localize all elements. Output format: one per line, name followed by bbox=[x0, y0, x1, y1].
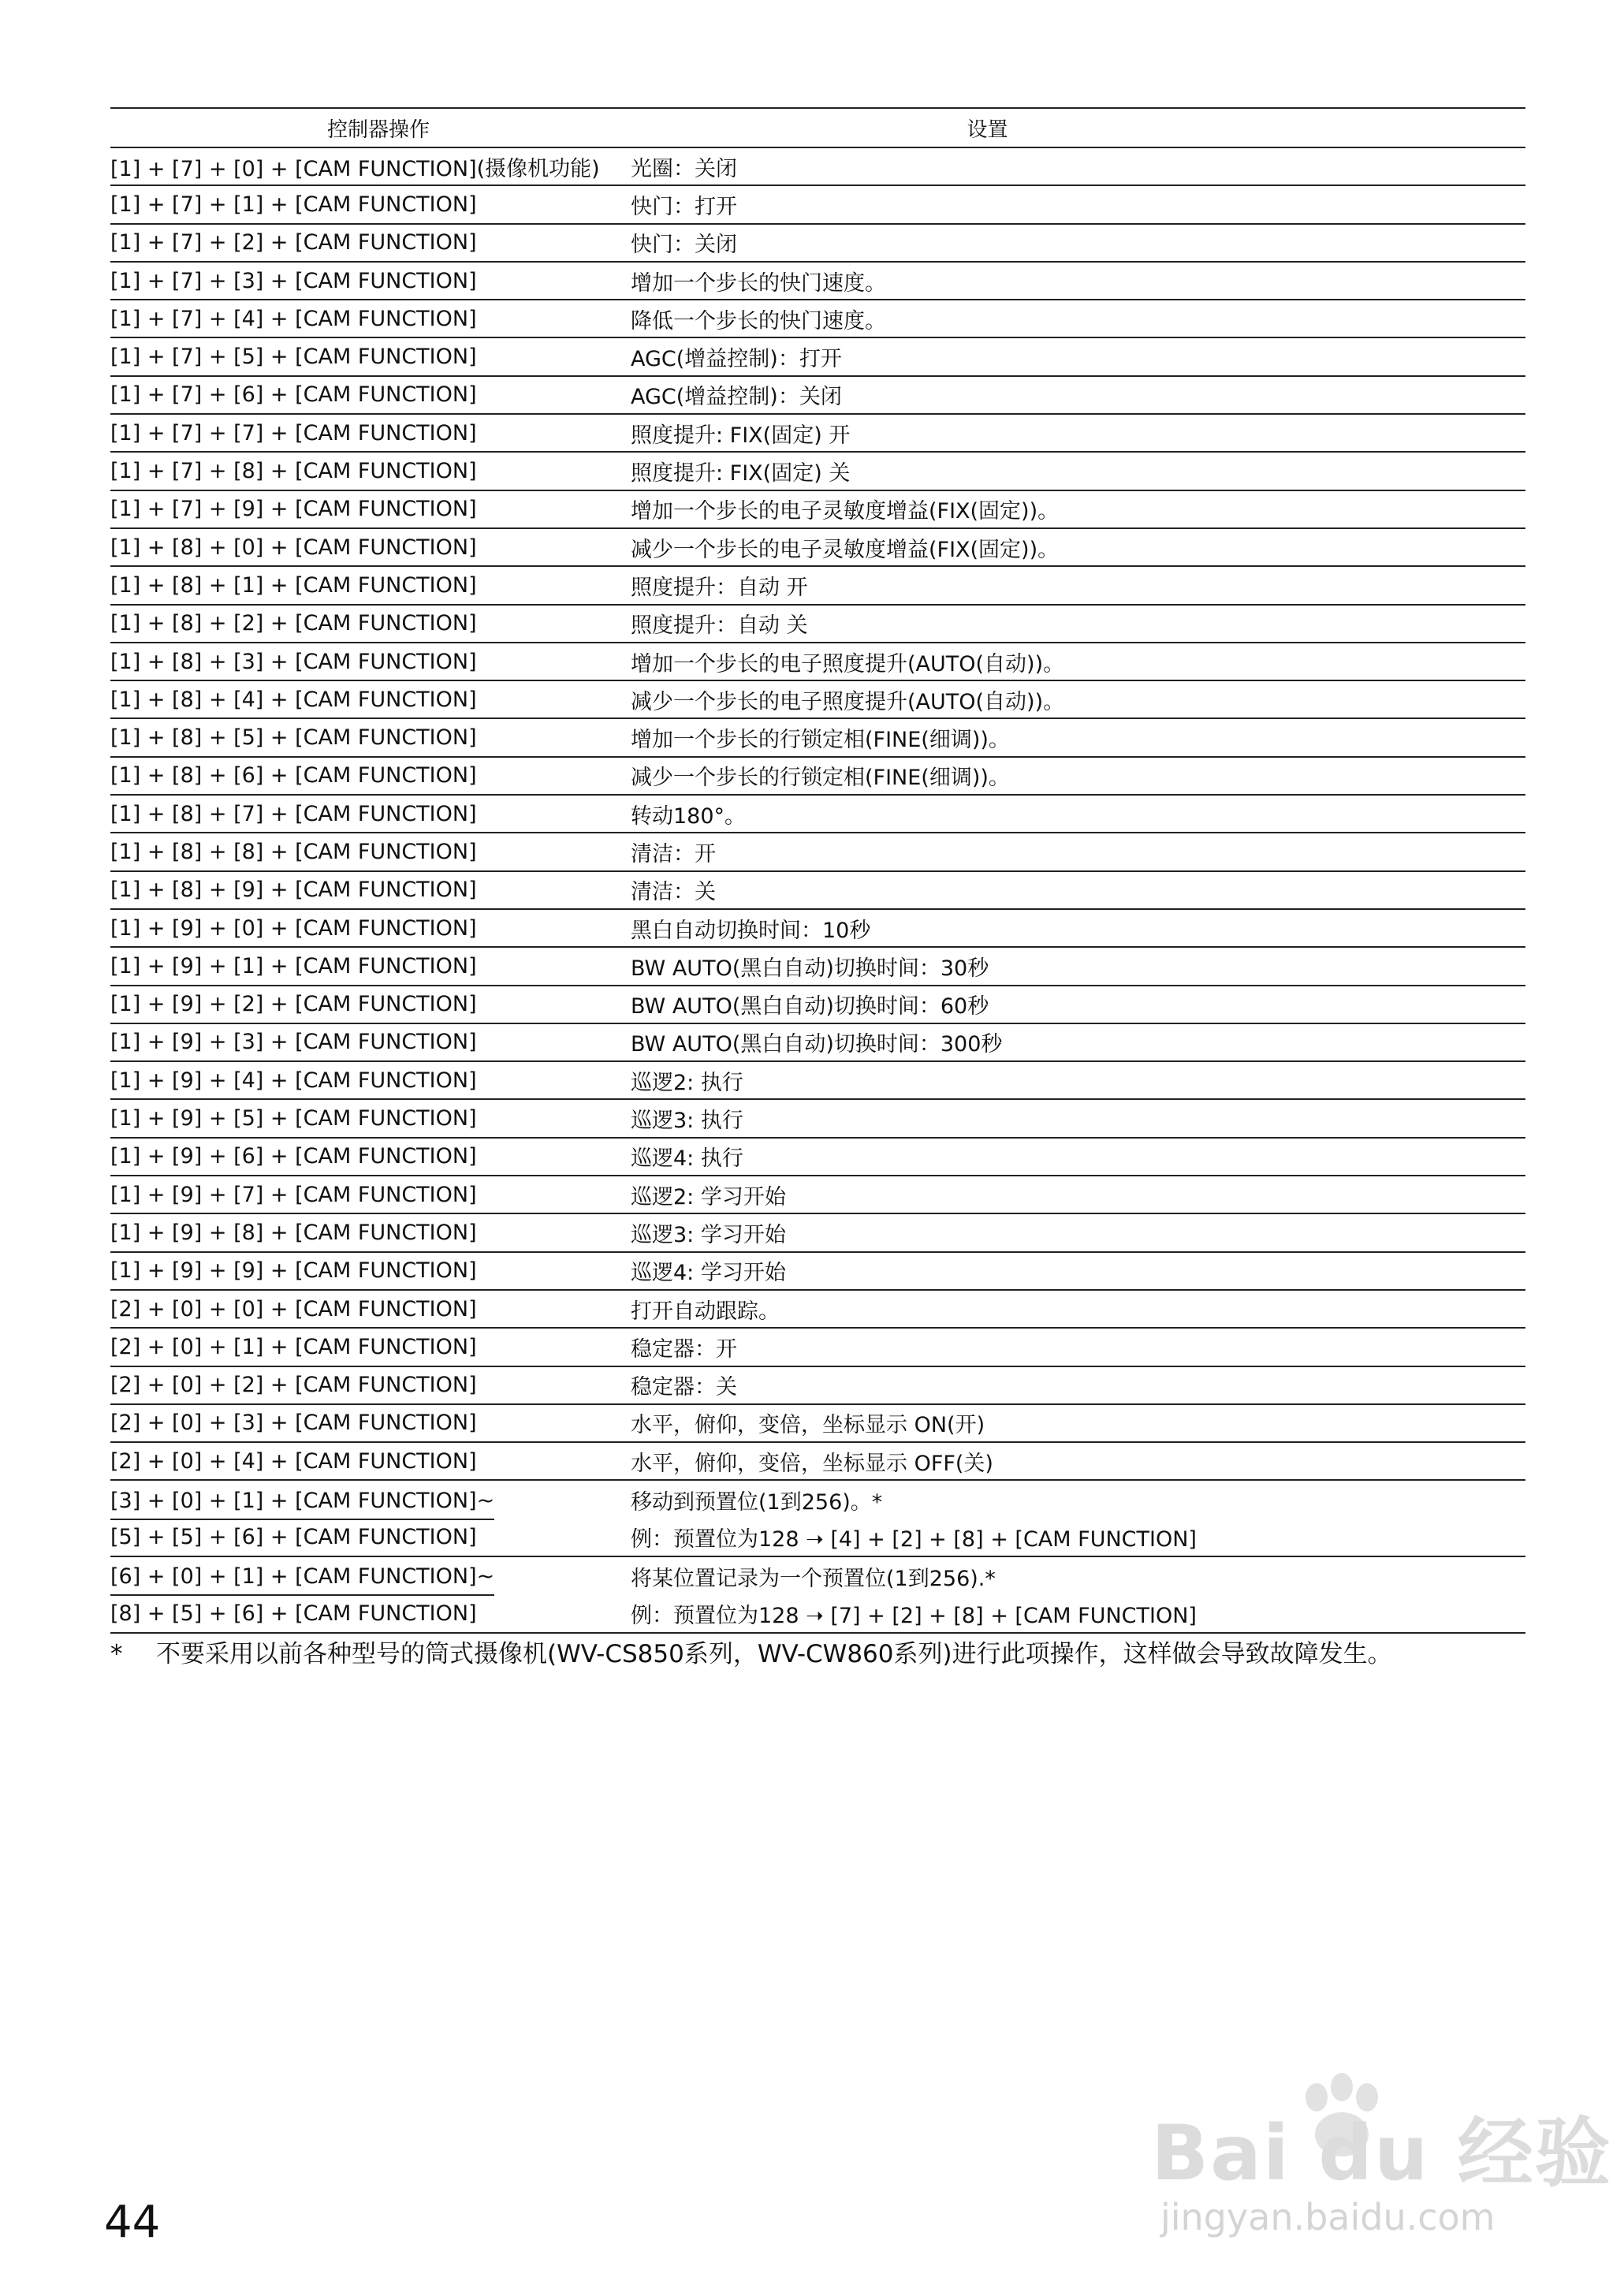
controller-operation-cell: [2] + [0] + [4] + [CAM FUNCTION] bbox=[110, 1448, 477, 1474]
footnote bbox=[110, 1634, 1392, 1669]
table-row bbox=[110, 1291, 1525, 1329]
setting-cell: 快门：关闭 bbox=[631, 233, 737, 258]
setting-cell: 稳定器：关 bbox=[631, 1375, 737, 1400]
setting-cell: 巡逻3: 执行 bbox=[631, 1109, 743, 1134]
table-row bbox=[110, 1139, 1525, 1176]
controller-operation-cell: [1] + [8] + [0] + [CAM FUNCTION] bbox=[110, 535, 477, 560]
setting-cell: 减少一个步长的行锁定相(FINE(细调))。 bbox=[631, 766, 1010, 791]
controller-operation-cell: [1] + [8] + [7] + [CAM FUNCTION] bbox=[110, 801, 477, 826]
operation-range-text: [8] + [5] + [6] + [CAM FUNCTION] bbox=[110, 1601, 477, 1626]
controller-operation-cell bbox=[110, 1595, 631, 1631]
controller-operation-cell: [1] + [9] + [6] + [CAM FUNCTION] bbox=[110, 1144, 477, 1169]
setting-cell: 增加一个步长的电子照度提升(AUTO(自动))。 bbox=[631, 651, 1065, 676]
setting-cell: 例：预置位为128 ➝ [4] + [2] + [8] + [CAM FUNCTION] bbox=[631, 1527, 1197, 1552]
table-body bbox=[110, 148, 1525, 1634]
setting-cell: 照度提升: FIX(固定) 开 bbox=[631, 423, 851, 448]
controller-operation-cell: [1] + [7] + [4] + [CAM FUNCTION] bbox=[110, 306, 477, 331]
controller-operation-cell: [1] + [9] + [1] + [CAM FUNCTION] bbox=[110, 953, 477, 978]
command-table bbox=[110, 107, 1525, 1634]
watermark-url: jingyan.baidu.com bbox=[1160, 2196, 1495, 2238]
table-row bbox=[110, 529, 1525, 567]
table-row bbox=[110, 681, 1525, 719]
setting-cell: 增加一个步长的快门速度。 bbox=[631, 270, 886, 296]
table-row bbox=[110, 1481, 1525, 1519]
controller-operation-cell bbox=[110, 1557, 631, 1595]
table-row bbox=[110, 1367, 1525, 1405]
setting-cell: 巡逻4: 执行 bbox=[631, 1146, 743, 1172]
table-row bbox=[110, 1443, 1525, 1481]
controller-operation-cell: [1] + [8] + [8] + [CAM FUNCTION] bbox=[110, 839, 477, 864]
controller-operation-cell: [1] + [9] + [8] + [CAM FUNCTION] bbox=[110, 1220, 477, 1245]
setting-cell: 转动180°。 bbox=[631, 803, 747, 829]
table-row bbox=[110, 1062, 1525, 1100]
setting-cell: 巡逻3: 学习开始 bbox=[631, 1222, 786, 1247]
controller-operation-cell: [1] + [7] + [8] + [CAM FUNCTION] bbox=[110, 459, 477, 484]
page-number: 44 bbox=[104, 2197, 161, 2248]
setting-cell: 照度提升：自动 开 bbox=[631, 575, 808, 600]
setting-cell: 光圈：关闭 bbox=[631, 156, 737, 181]
controller-operation-cell: [1] + [7] + [5] + [CAM FUNCTION] bbox=[110, 345, 477, 370]
baidu-jingyan-watermark bbox=[1151, 2070, 1612, 2251]
table-row bbox=[110, 643, 1525, 681]
table-row bbox=[110, 148, 1525, 186]
table-row bbox=[110, 1176, 1525, 1214]
setting-cell: 快门：打开 bbox=[631, 194, 737, 219]
setting-cell: 巡逻4: 学习开始 bbox=[631, 1261, 786, 1286]
setting-cell: AGC(增益控制)：关闭 bbox=[631, 385, 842, 410]
setting-cell: 增加一个步长的电子灵敏度增益(FIX(固定))。 bbox=[631, 499, 1060, 524]
controller-operation-cell: [1] + [8] + [1] + [CAM FUNCTION] bbox=[110, 572, 477, 598]
header-setting: 设置 bbox=[967, 117, 1008, 142]
table-row bbox=[110, 872, 1525, 910]
controller-operation-cell: [1] + [7] + [1] + [CAM FUNCTION] bbox=[110, 192, 477, 217]
controller-operation-cell: [1] + [9] + [3] + [CAM FUNCTION] bbox=[110, 1030, 477, 1055]
setting-cell: 水平，俯仰，变倍，坐标显示 OFF(关) bbox=[631, 1451, 993, 1476]
setting-cell: AGC(增益控制)：打开 bbox=[631, 347, 842, 372]
header-controller-operation: 控制器操作 bbox=[326, 117, 430, 142]
controller-operation-cell: [1] + [7] + [0] + [CAM FUNCTION](摄像机功能) bbox=[110, 156, 600, 181]
table-row bbox=[110, 491, 1525, 529]
table-row bbox=[110, 758, 1525, 796]
controller-operation-cell: [1] + [9] + [0] + [CAM FUNCTION] bbox=[110, 915, 477, 941]
table-row bbox=[110, 948, 1525, 986]
watermark-logo-text: Bai du 经验 bbox=[1151, 2109, 1612, 2197]
table-row bbox=[110, 377, 1525, 415]
setting-cell: 清洁：开 bbox=[631, 841, 716, 867]
controller-operation-cell: [1] + [8] + [6] + [CAM FUNCTION] bbox=[110, 763, 477, 788]
table-row bbox=[110, 1557, 1525, 1595]
setting-cell: BW AUTO(黑白自动)切换时间：30秒 bbox=[631, 956, 989, 981]
table-row bbox=[110, 606, 1525, 643]
controller-operation-cell: [1] + [7] + [3] + [CAM FUNCTION] bbox=[110, 268, 477, 293]
table-row bbox=[110, 338, 1525, 376]
controller-operation-cell: [1] + [7] + [2] + [CAM FUNCTION] bbox=[110, 230, 477, 255]
controller-operation-cell bbox=[110, 1519, 631, 1556]
setting-cell: 移动到预置位(1到256)。* bbox=[631, 1490, 883, 1515]
controller-operation-cell: [1] + [7] + [9] + [CAM FUNCTION] bbox=[110, 497, 477, 522]
controller-operation-cell: [1] + [8] + [5] + [CAM FUNCTION] bbox=[110, 725, 477, 751]
setting-cell: 照度提升：自动 关 bbox=[631, 613, 808, 639]
table-row bbox=[110, 1214, 1525, 1252]
controller-operation-cell: [1] + [7] + [6] + [CAM FUNCTION] bbox=[110, 382, 477, 408]
table-row bbox=[110, 719, 1525, 757]
table-header bbox=[110, 109, 1525, 148]
table-row bbox=[110, 1595, 1525, 1633]
table-row bbox=[110, 796, 1525, 833]
setting-cell: 照度提升: FIX(固定) 关 bbox=[631, 461, 851, 486]
setting-cell: 例：预置位为128 ➝ [7] + [2] + [8] + [CAM FUNCTION] bbox=[631, 1603, 1197, 1628]
controller-operation-cell: [2] + [0] + [0] + [CAM FUNCTION] bbox=[110, 1296, 477, 1321]
setting-cell: 水平，俯仰，变倍，坐标显示 ON(开) bbox=[631, 1413, 985, 1438]
controller-operation-cell: [1] + [9] + [9] + [CAM FUNCTION] bbox=[110, 1258, 477, 1284]
controller-operation-cell: [1] + [9] + [5] + [CAM FUNCTION] bbox=[110, 1106, 477, 1131]
controller-operation-cell: [1] + [9] + [4] + [CAM FUNCTION] bbox=[110, 1068, 477, 1093]
table-row bbox=[110, 986, 1525, 1024]
controller-operation-cell bbox=[110, 1481, 631, 1519]
footnote-marker: * bbox=[110, 1640, 123, 1668]
setting-cell: 减少一个步长的电子照度提升(AUTO(自动))。 bbox=[631, 689, 1065, 714]
table-row bbox=[110, 1329, 1525, 1366]
table-row bbox=[110, 1405, 1525, 1443]
setting-cell: 增加一个步长的行锁定相(FINE(细调))。 bbox=[631, 728, 1010, 753]
operation-range-text: [3] + [0] + [1] + [CAM FUNCTION]~ bbox=[110, 1484, 494, 1520]
table-row bbox=[110, 186, 1525, 224]
operation-range-text: [5] + [5] + [6] + [CAM FUNCTION] bbox=[110, 1525, 477, 1550]
table-row bbox=[110, 910, 1525, 948]
controller-operation-cell: [1] + [8] + [2] + [CAM FUNCTION] bbox=[110, 611, 477, 636]
table-row bbox=[110, 225, 1525, 263]
controller-operation-cell: [1] + [8] + [9] + [CAM FUNCTION] bbox=[110, 878, 477, 903]
setting-cell: 巡逻2: 执行 bbox=[631, 1070, 743, 1095]
setting-cell: BW AUTO(黑白自动)切换时间：300秒 bbox=[631, 1032, 1003, 1057]
table-row bbox=[110, 263, 1525, 300]
setting-cell: 稳定器：开 bbox=[631, 1336, 737, 1362]
setting-cell: 打开自动跟踪。 bbox=[631, 1299, 780, 1324]
setting-cell: 降低一个步长的快门速度。 bbox=[631, 308, 886, 334]
operation-range-text: [6] + [0] + [1] + [CAM FUNCTION]~ bbox=[110, 1560, 494, 1596]
table-row bbox=[110, 1100, 1525, 1138]
setting-cell: 清洁：关 bbox=[631, 880, 716, 905]
controller-operation-cell: [1] + [8] + [4] + [CAM FUNCTION] bbox=[110, 687, 477, 712]
table-row bbox=[110, 1253, 1525, 1291]
footnote-text: 不要采用以前各种型号的筒式摄像机(WV-CS850系列，WV-CW860系列)进行此项操作，这样做会导致故障发生。 bbox=[156, 1640, 1392, 1668]
controller-operation-cell: [1] + [7] + [7] + [CAM FUNCTION] bbox=[110, 420, 477, 445]
setting-cell: 将某位置记录为一个预置位(1到256).* bbox=[631, 1566, 996, 1591]
controller-operation-cell: [1] + [9] + [2] + [CAM FUNCTION] bbox=[110, 992, 477, 1017]
setting-cell: 巡逻2: 学习开始 bbox=[631, 1184, 786, 1210]
table-row bbox=[110, 453, 1525, 490]
table-row bbox=[110, 300, 1525, 338]
controller-operation-cell: [2] + [0] + [1] + [CAM FUNCTION] bbox=[110, 1334, 477, 1359]
table-row bbox=[110, 1519, 1525, 1557]
table-row bbox=[110, 1024, 1525, 1062]
controller-operation-cell: [1] + [9] + [7] + [CAM FUNCTION] bbox=[110, 1182, 477, 1207]
controller-operation-cell: [2] + [0] + [2] + [CAM FUNCTION] bbox=[110, 1373, 477, 1398]
setting-cell: BW AUTO(黑白自动)切换时间：60秒 bbox=[631, 994, 989, 1019]
table-row bbox=[110, 567, 1525, 605]
controller-operation-cell: [1] + [8] + [3] + [CAM FUNCTION] bbox=[110, 649, 477, 674]
table-row bbox=[110, 415, 1525, 453]
setting-cell: 黑白自动切换时间：10秒 bbox=[631, 918, 871, 943]
controller-operation-cell: [2] + [0] + [3] + [CAM FUNCTION] bbox=[110, 1411, 477, 1436]
setting-cell: 减少一个步长的电子灵敏度增益(FIX(固定))。 bbox=[631, 537, 1060, 562]
table-row bbox=[110, 833, 1525, 871]
